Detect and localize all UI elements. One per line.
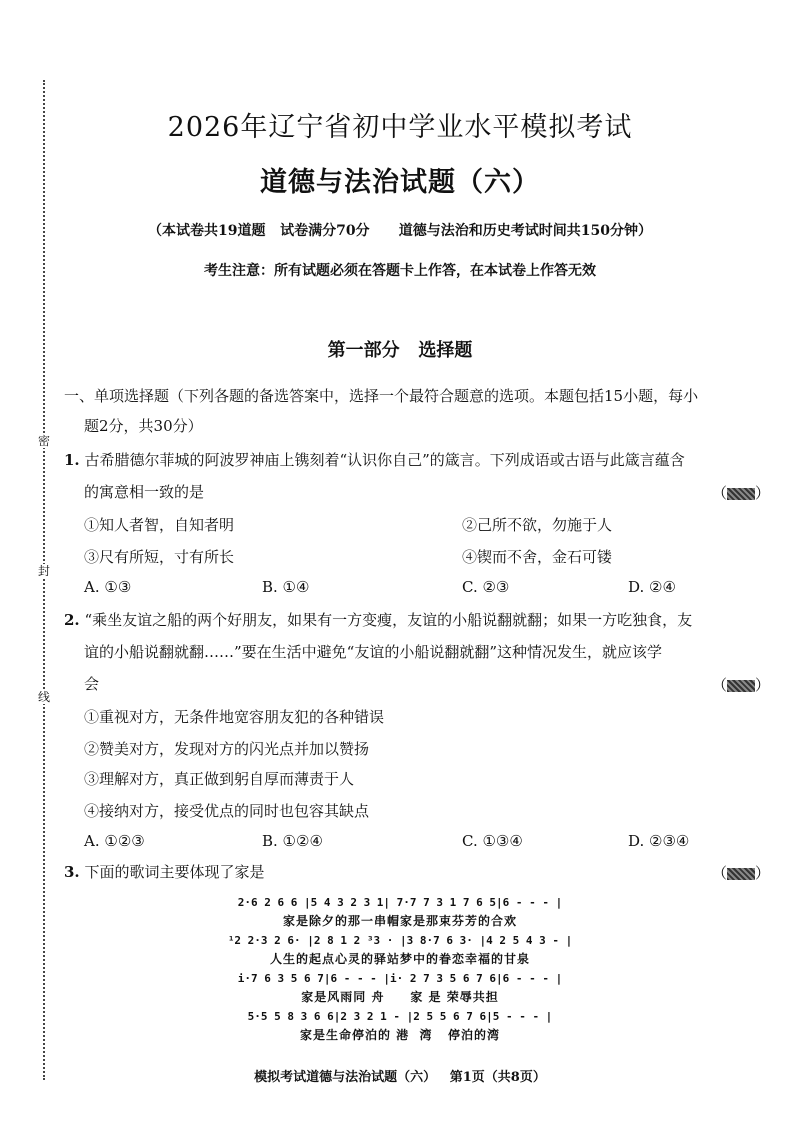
lyrics-line4: 家是生命停泊的 港 湾 停泊的湾 [299,1028,501,1042]
music-score-line2: ¹2 2·3 2 6· |2 8 1 2 ³3 · |3 8·7 6 3· |4 2 5 4 3 - | [227,934,573,947]
q1-stem-line2: 的寓意相一致的是 [84,483,205,501]
q2-stem-line2: 谊的小船说翻就翻……”要在生活中避免“友谊的小船说翻就翻”这种情况发生，就应该学 [84,643,663,661]
section-instructions-line2: 题2分，共30分） [84,417,203,435]
q2-option-b: B. ①②④ [262,832,323,850]
q2-stem-line3: 会 [84,675,100,693]
q1-statement-2: ②己所不欲，勿施于人 [462,516,613,534]
music-score-line4: 5·5 5 8 3 6 6|2 3 2 1 - |2 5 5 6 7 6|5 - - - | [247,1010,553,1023]
q1-statement-1: ①知人者智，自知者明 [84,516,235,534]
q1-text-1: 古希腊德尔菲城的阿波罗神庙上镌刻着“认识你自己”的箴言。下列成语或古语与此箴言蕴含 [84,451,685,469]
page-footer: 模拟考试道德与法治试题（六） 第1页（共8页） [254,1070,546,1085]
q1-number: 1. [64,451,80,469]
q2-answer-smudge [727,680,755,692]
q1-answer-bracket [712,482,770,503]
exam-info: （本试卷共19道题 试卷满分70分 道德与法治和历史考试时间共150分钟） [147,223,653,239]
exam-title: 2026年辽宁省初中学业水平模拟考试 [167,112,633,143]
q1-statement-4: ④锲而不舍，金石可镂 [462,548,613,566]
q1-bracket-open: （ [712,484,728,502]
q1-option-c: C. ②③ [462,578,510,596]
q2-statement-3: ③理解对方，真正做到躬自厚而薄责于人 [84,770,355,788]
part-heading: 第一部分 选择题 [327,340,473,361]
lyrics-line3: 家是风雨同 舟 家 是 荣辱共担 [301,990,499,1004]
q2-answer-bracket [712,674,770,695]
q3-answer-smudge [727,868,755,880]
q2-stem-line1 [64,610,692,630]
q2-number: 2. [64,611,80,629]
q2-option-d: D. ②③④ [628,832,690,850]
q2-statement-2: ②赞美对方，发现对方的闪光点并加以赞扬 [84,740,370,758]
exam-notice: 考生注意：所有试题必须在答题卡上作答，在本试卷上作答无效 [204,263,596,279]
q2-statement-4: ④接纳对方，接受优点的同时也包容其缺点 [84,802,370,820]
q2-option-a: A. ①②③ [84,832,145,850]
q3-bracket-close: ） [755,864,771,882]
q3-text-1: 下面的歌词主要体现了家是 [84,863,265,881]
q1-statement-3: ③尺有所短，寸有所长 [84,548,235,566]
q1-bracket-close: ） [755,484,771,502]
q2-bracket-close: ） [755,676,771,694]
q1-answer-smudge [727,488,755,500]
lyrics-line2: 人生的起点心灵的驿站梦中的眷恋幸福的甘泉 [269,952,530,966]
lyrics-line1: 家是除夕的那一串帽家是那束芬芳的合欢 [282,914,517,928]
binding-char-feng: 封 [34,564,54,578]
section-instructions-line1: 一、单项选择题（下列各题的备选答案中，选择一个最符合题意的选项。本题包括15小题，每小 [64,387,699,405]
q3-answer-bracket [712,862,770,883]
music-score-line3: i·7 6 3 5 6 7|6 - - - |i· 2 7 3 5 6 7 6|6 - - - | [237,972,563,985]
q2-option-c: C. ①③④ [462,832,523,850]
binding-char-mi: 密 [34,434,54,448]
q2-text-1: “乘坐友谊之船的两个好朋友，如果有一方变瘦，友谊的小船说翻就翻；如果一方吃独食，友 [84,611,693,629]
q2-bracket-open: （ [712,676,728,694]
q3-bracket-open: （ [712,864,728,882]
music-score-line1: 2·6 2 6 6 |5 4 3 2 3 1| 7·7 7 3 1 7 6 5|6 - - - | [237,896,563,909]
q1-option-d: D. ②④ [628,578,676,596]
binding-char-xian: 线 [34,690,54,704]
q1-option-a: A. ①③ [84,578,132,596]
q3-number: 3. [64,863,80,881]
exam-subtitle: 道德与法治试题（六） [260,167,540,198]
q1-stem-line1 [64,450,685,470]
q3-stem-line1 [64,862,264,882]
q2-statement-1: ①重视对方，无条件地宽容朋友犯的各种错误 [84,708,385,726]
q1-option-b: B. ①④ [262,578,310,596]
